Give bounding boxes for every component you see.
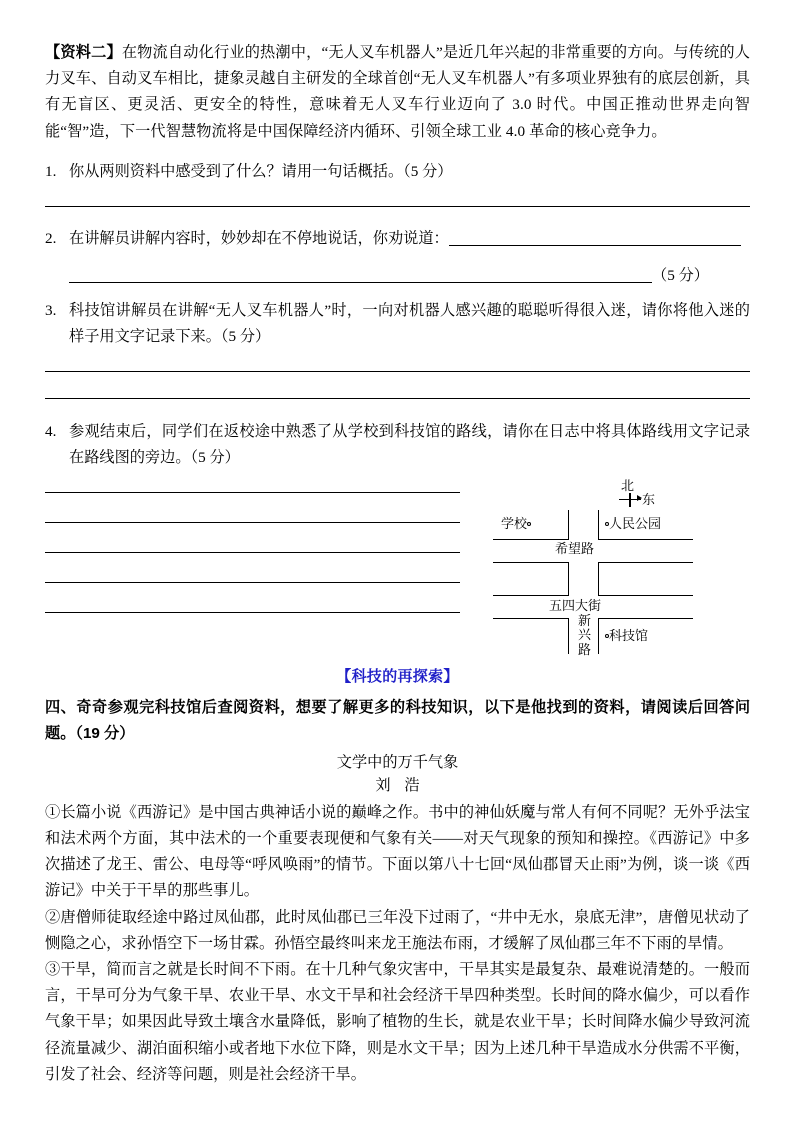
section-four-header: 四、奇奇参观完科技馆后查阅资料，想要了解更多的科技知识，以下是他找到的资料，请阅读后回答问题。（19 分） (45, 698, 750, 743)
material-two-body: 在物流自动化行业的热潮中，“无人叉车机器人”是近几年兴起的非常重要的方向。与传统的人力叉车、自动叉车相比，捷象灵越自主研发的全球首创“无人叉车机器人”有多项业界独有的底层创新，具有无盲区、更灵活、更安全的特性，意味着无人叉车行业迈向了 3.0 时代。中国正推动世界走向智能“智”造，下一代智慧物流将是中国保障经济内循环、引领全球工业 4.0 革命的核心竞争力。 (45, 44, 751, 140)
compass-cross-icon (619, 493, 641, 507)
question-4-number: 4. (45, 422, 57, 440)
route-map-diagram (493, 477, 693, 657)
question-1-text: 你从两则资料中感受到了什么？请用一句话概括。（5 分） (69, 162, 453, 180)
question-3 (45, 298, 750, 351)
article-paragraph-2: ②唐僧师徒取经途中路过凤仙郡，此时凤仙郡已三年没下过雨了，“井中无水，泉底无津”，唐僧见状动了恻隐之心，求孙悟空下一场甘霖。孙悟空最终叫来龙王施法布雨，才缓解了凤仙郡三年不下雨的旱情。 (45, 908, 750, 952)
page-content (45, 40, 750, 1088)
question-4-text: 参观结束后，同学们在返校途中熟悉了从学校到科技馆的路线，请你在日志中将具体路线用文字记录在路线图的旁边。（5 分） (69, 422, 750, 467)
map-label-school: 学校 (501, 516, 531, 531)
question-4-answer-area (45, 478, 750, 663)
material-two-paragraph (45, 40, 750, 145)
answer-blank-q2-inline[interactable] (449, 228, 741, 246)
question-2-text: 在讲解员讲解内容时，妙妙却在不停地说话，你劝说道： (69, 230, 449, 248)
article-paragraph-3: ③干旱，简而言之就是长时间不下雨。在十几种气象灾害中，干旱其实是最复杂、最难说清楚的。一般而言，干旱可分为气象干旱、农业干旱、水文干旱和社会经济干旱四种类型。长时间的降水偏少，可以看作气象干旱；如果因此导致土壤含水量降低，影响了植物的生长，就是农业干旱；长时间降水偏少导致河流径流量减少、湖泊面积缩小或者地下水位下降，则是水文干旱；因为上述几种干旱造成水分供需不平衡，引发了社会、经济等问题，则是社会经济干旱。 (45, 961, 750, 1083)
school-dot-icon (527, 522, 531, 526)
article-title: 文学中的万千气象 (336, 753, 459, 771)
article-paragraph-1: ①长篇小说《西游记》是中国古典神话小说的巅峰之作。书中的神仙妖魔与常人有何不同呢？无外乎法宝和法术两个方面，其中法术的一个重要表现便和气象有关——对天气现象的预知和操控。《西游记》中多次描述了龙王、雷公、电母等“呼风唤雨”的情节。下面以第八十七回“凤仙郡冒天止雨”为例，谈一谈《西游记》中关于干旱的那些事儿。 (45, 803, 750, 900)
question-3-number: 3. (45, 301, 57, 319)
question-3-text: 科技馆讲解员在讲解“无人叉车机器人”时，一向对机器人感兴趣的聪聪听得很入迷，请你将他入迷的样子用文字记录下来。（5 分） (69, 301, 750, 346)
map-label-museum: 科技馆 (605, 628, 648, 643)
question-2 (45, 226, 750, 253)
map-block-bottom-left (493, 618, 569, 654)
answer-blank-q2-second[interactable] (69, 265, 652, 283)
compass-rose (611, 477, 656, 507)
question-2-score: （5 分） (652, 266, 709, 284)
map-label-hope-road: 希望路 (555, 540, 595, 556)
material-two-label: 【资料二】 (45, 44, 122, 61)
compass-east-label: 东 (642, 491, 656, 507)
map-label-wusi-street: 五四大街 (549, 597, 602, 613)
answer-line-q4-5[interactable] (45, 612, 460, 613)
question-1 (45, 159, 750, 186)
question-4 (45, 419, 750, 472)
question-2-number: 2. (45, 230, 57, 248)
blue-section-heading: 【科技的再探索】 (336, 667, 459, 685)
compass-north-label: 北 (621, 477, 635, 493)
map-label-park: 人民公园 (605, 516, 661, 531)
map-block-middle-left (493, 562, 569, 596)
question-1-number: 1. (45, 162, 57, 180)
map-block-middle-right (598, 562, 693, 596)
question-4-lines (45, 478, 460, 613)
map-label-xinxing-road: 新兴路 (577, 612, 591, 657)
article-author: 刘 浩 (375, 776, 425, 794)
